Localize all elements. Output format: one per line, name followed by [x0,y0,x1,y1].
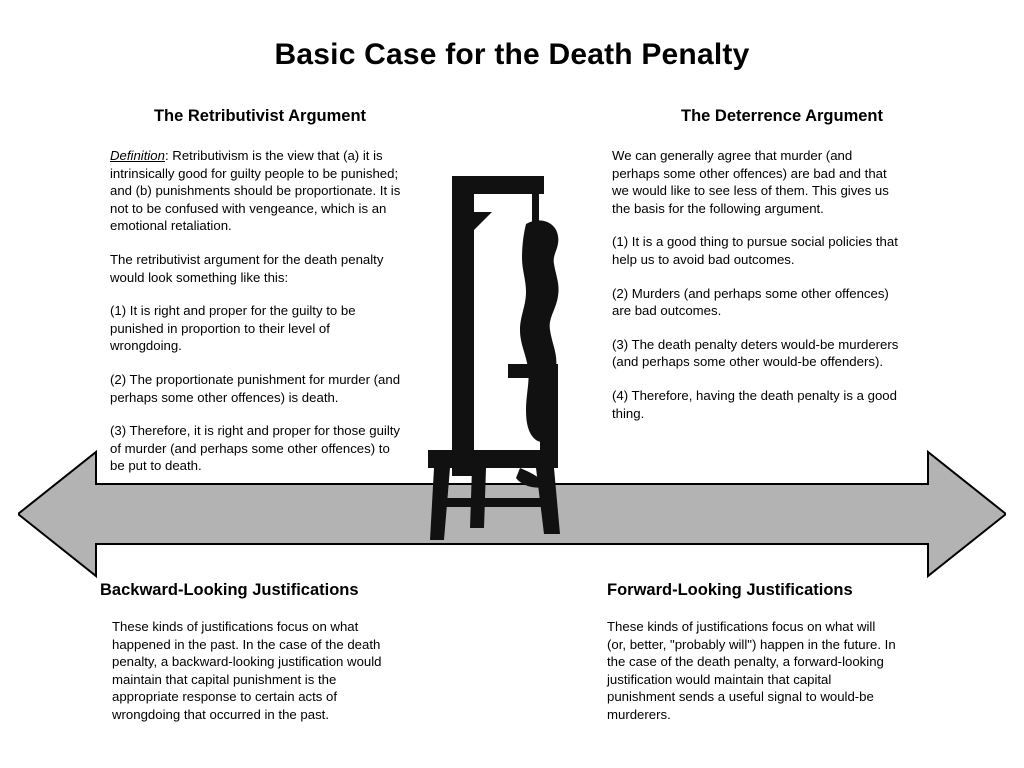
deterrence-paragraph: (1) It is a good thing to pursue social policies that help us to avoid bad outcomes. [612,234,898,267]
heading-retributivist-argument: The Retributivist Argument [153,107,367,125]
deterrence-paragraph: (2) Murders (and perhaps some other offences) are bad outcomes. [612,285,889,319]
deterrence-paragraph: We can generally agree that murder (and perhaps some other offences) are bad and that we would like to see less of them. This gives us the basis for the following argument. [612,148,889,216]
page-title: Basic Case for the Death Penalty [274,38,750,71]
text-retributivist-argument [110,147,402,475]
deterrence-paragraph: (3) The death penalty deters would-be murderers (and perhaps some other would-be offenders). [612,336,899,370]
definition-rest: : Retributivism is the view that (a) it is intrinsically good for guilty people to be punished; and (b) punishments should be proportionate. It is not to be confused with vengeance, which is an emotional retaliation. [110,148,401,234]
deterrence-paragraph: (4) Therefore, having the death penalty is a good thing. [612,387,897,421]
retributivist-definition-paragraph [110,147,402,235]
forward-paragraph: These kinds of justifications focus on what will (or, better, "probably will") happen in the future. In the case of the death penalty, a forward-looking justification would maintain that capital punishment sends a useful signal to would-be murderers. [607,619,896,722]
retributivist-paragraph: (1) It is right and proper for the guilty to be punished in proportion to their level of wrongdoing. [110,303,356,354]
retributivist-paragraph: (2) The proportionate punishment for murder (and perhaps some other offences) is death. [110,371,401,405]
text-forward-looking-justifications [607,618,897,724]
definition-term: Definition [110,148,165,163]
heading-backward-looking-justifications: Backward-Looking Justifications [100,581,359,599]
backward-paragraph: These kinds of justifications focus on what happened in the past. In the case of the death penalty, a backward-looking justification would maintain that capital punishment is the appropriate response to certain acts of wrongdoing that occurred in the past. [112,619,382,722]
retributivist-paragraph: (3) Therefore, it is right and proper for those guilty of murder (and perhaps some other offences) to be put to death. [110,423,401,474]
gallows-illustration-icon [408,168,608,548]
retributivist-paragraph: The retributivist argument for the death penalty would look something like this: [110,251,384,285]
heading-forward-looking-justifications: Forward-Looking Justifications [607,581,853,599]
text-backward-looking-justifications [112,618,402,724]
text-deterrence-argument [612,147,902,422]
heading-deterrence-argument: The Deterrence Argument [680,107,884,125]
